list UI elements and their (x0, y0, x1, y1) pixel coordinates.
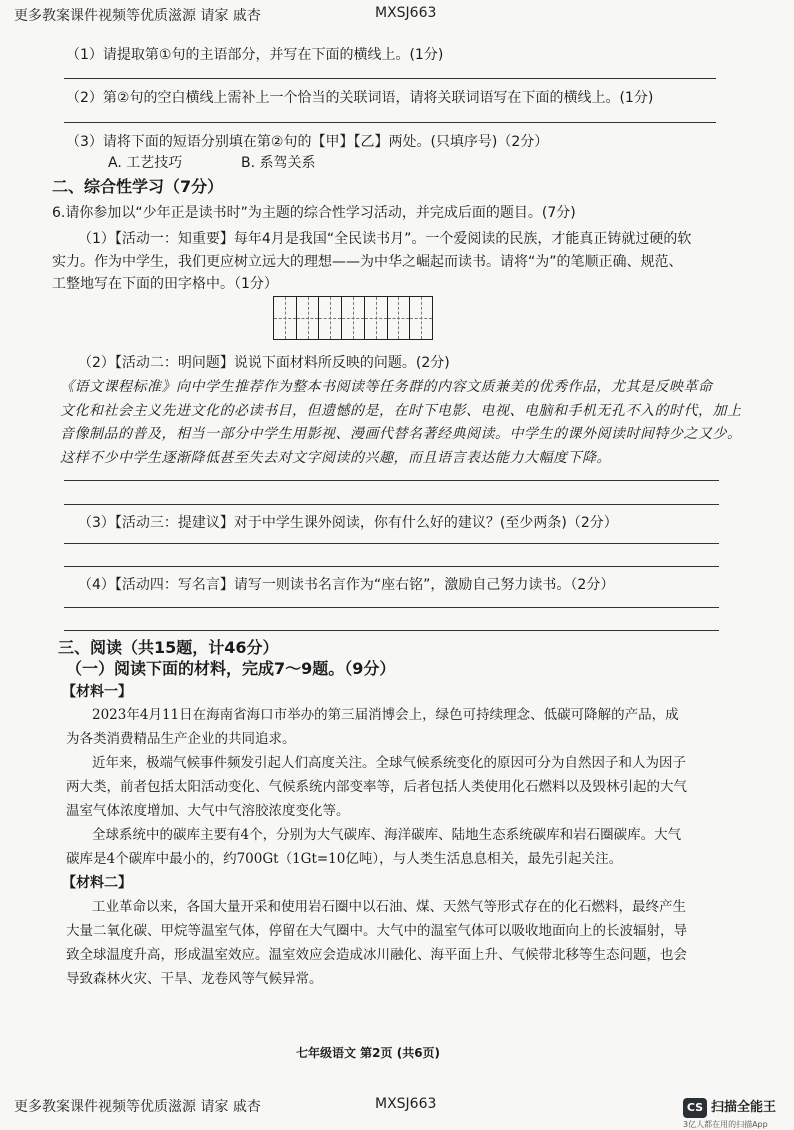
scanner-tagline: 3亿人都在用的扫描App (683, 1120, 768, 1129)
material-1-line: 两大类，前者包括太阳活动变化、气候系统内部变率等，后者包括人类使用化石燃料以及毁林引起的大气 (66, 779, 687, 795)
question-3: （3）请将下面的短语分别填在第②句的【甲】【乙】两处。(只填序号)（2分） (66, 134, 549, 150)
section-2-title: 二、综合性学习（7分） (52, 177, 224, 196)
watermark-footer: 更多教案课件视频等优质滋源 请家 戚杏 (14, 1099, 261, 1115)
material-2-line: 致全球温度升高，形成温室效应。温室效应会造成冰川融化、海平面上升、气候带北移等生态问题，也会 (66, 947, 687, 963)
activity-2-material-line: 音像制品的普及，相当一部分中学生用影视、漫画代替名著经典阅读。中学生的课外阅读时间特少之又少。 (60, 426, 742, 442)
camscanner-logo-icon: CS (683, 1098, 707, 1118)
grid-cell[interactable] (297, 297, 320, 339)
section-3-title: 三、阅读（共15题，计46分） (58, 638, 279, 657)
material-1-line: 2023年4月11日在海南省海口市举办的第三届消博会上，绿色可持续理念、低碳可降解的产品，成 (92, 707, 679, 723)
activity-2-material-line: 文化和社会主义先进文化的必读书目，但遗憾的是，在时下电影、电视、电脑和手机无孔不入的时代，加上 (60, 403, 742, 419)
grid-cell[interactable] (388, 297, 411, 339)
activity-1-line-1: （1）【活动一：知重要】每年4月是我国“全民读书月”。一个爱阅读的民族，才能真正铸就过硬的软 (78, 231, 692, 247)
material-2-line: 大量二氧化碳、甲烷等温室气体，停留在大气圈中。大气中的温室气体可以吸收地面向上的长波辐射，导 (66, 923, 687, 939)
option-a: A. 工艺技巧 (108, 155, 183, 171)
page-footer: 七年级语文 第2页 (共6页) (296, 1046, 441, 1060)
material-1-line: 全球系统中的碳库主要有4个，分别为大气碳库、海洋碳库、陆地生态系统碳库和岩石圈碳库。大气 (92, 827, 682, 843)
answer-line (64, 122, 716, 123)
option-b: B. 系驾关系 (241, 155, 316, 171)
activity-1-line-3: 工整地写在下面的田字格中。（1分） (52, 276, 278, 292)
answer-line (64, 504, 719, 505)
grid-cell[interactable] (410, 297, 432, 339)
material-1-line: 近年来，极端气候事件频发引起人们高度关注。全球气候系统变化的原因可分为自然因子和人为因子 (92, 755, 686, 771)
grid-cell[interactable] (342, 297, 365, 339)
question-2: （2）第②句的空白横线上需补上一个恰当的关联词语，请将关联词语写在下面的横线上。(1分) (66, 90, 654, 106)
activity-1-line-2: 实力。作为中学生，我们更应树立远大的理想——为中华之崛起而读书。请将“为”的笔顺正确、规范、 (52, 254, 683, 270)
activity-3: （3）【活动三：提建议】对于中学生课外阅读，你有什么好的建议？(至少两条)（2分） (78, 515, 618, 531)
question-6: 6.请你参加以“少年正是读书时”为主题的综合性学习活动，并完成后面的题目。(7分) (52, 205, 576, 221)
activity-2-title: （2）【活动二：明问题】说说下面材料所反映的问题。(2分) (78, 355, 450, 371)
material-1-line: 为各类消费精品生产企业的共同追求。 (66, 731, 296, 747)
scanner-brand: 扫描全能王 (711, 1100, 777, 1115)
subsection-1-title: （一）阅读下面的材料，完成7～9题。（9分） (66, 659, 396, 678)
grid-cell[interactable] (319, 297, 342, 339)
watermark-header: 更多教案课件视频等优质滋源 请家 戚杏 (14, 8, 261, 24)
material-2-label: 【材料二】 (62, 875, 132, 891)
answer-line (64, 480, 719, 481)
answer-line (64, 78, 716, 79)
material-2-line: 导致森林火灾、干旱、龙卷风等气候异常。 (66, 971, 323, 987)
watermark-code: MXSJ663 (375, 5, 437, 21)
material-1-line: 温室气体浓度增加、大气中气溶胶浓度变化等。 (66, 803, 350, 819)
watermark-code: MXSJ663 (375, 1096, 437, 1112)
material-1-line: 碳库是4个碳库中最小的，约700Gt（1Gt=10亿吨），与人类生活息息相关，最先引起关注。 (66, 851, 623, 867)
activity-2-material-line: 这样不少中学生逐渐降低甚至失去对文字阅读的兴趣，而且语言表达能力大幅度下降。 (60, 450, 611, 466)
material-1-label: 【材料一】 (62, 684, 132, 700)
answer-line (64, 543, 719, 544)
question-1: （1）请提取第①句的主语部分，并写在下面的横线上。(1分) (66, 47, 444, 63)
grid-cell[interactable] (274, 297, 297, 339)
activity-4: （4）【活动四：写名言】请写一则读书名言作为“座右铭”，激励自己努力读书。（2分） (78, 577, 615, 593)
tianzige-grid[interactable] (273, 296, 433, 340)
answer-line (64, 607, 719, 608)
activity-2-material-line: 《语文课程标准》向中学生推荐作为整本书阅读等任务群的内容文质兼美的优秀作品，尤其是反映革命 (60, 379, 713, 395)
answer-line (64, 630, 719, 631)
material-2-line: 工业革命以来，各国大量开采和使用岩石圈中以石油、煤、天然气等形式存在的化石燃料，最终产生 (92, 899, 686, 915)
grid-cell[interactable] (365, 297, 388, 339)
answer-line (64, 566, 719, 567)
